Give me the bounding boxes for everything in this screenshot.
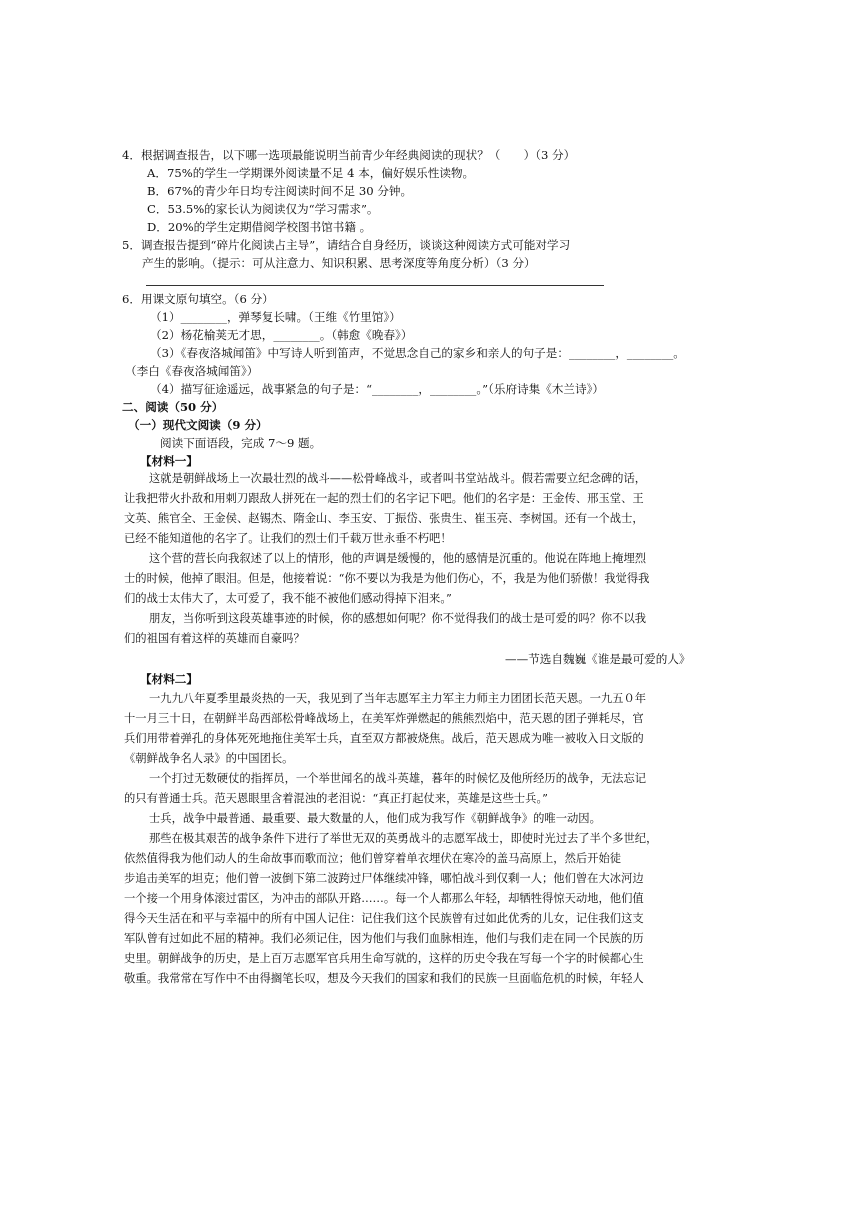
reading-instruction: 阅读下面语段，完成 7～9 题。 bbox=[160, 436, 322, 450]
material-one-line: 这个营的营长向我叙述了以上的情形，他的声调是缓慢的，他的感情是沉重的。他说在阵地上掩埋烈 bbox=[149, 552, 647, 565]
q5-stem-line1: 5．调查报告提到“碎片化阅读占主导”，请结合自身经历，谈谈这种阅读方式可能对学习 bbox=[122, 238, 571, 252]
material-two-line: 《朝鲜战争名人录》的中国团长。 bbox=[124, 752, 294, 765]
q4-stem: 4．根据调查报告，以下哪一选项最能说明当前青少年经典阅读的现状？（ ）（3 分） bbox=[122, 148, 576, 162]
material-two-line: 一个接一个用身体滚过雷区，为冲击的部队开路……。每一个人都那么年轻，却牺牲得惊天动地，他们值 bbox=[124, 892, 644, 905]
material-two-line: 步追击美军的坦克；他们曾一波倒下第二波跨过尸体继续冲锋，哪怕战斗到仅剩一人；他们曾在大冰河边 bbox=[124, 872, 644, 885]
subsection-heading: （一）现代文阅读（9 分） bbox=[128, 418, 268, 432]
material-one-line: 们的祖国有着这样的英雄而自豪吗？ bbox=[124, 632, 305, 645]
q6-item-3: （3）《春夜洛城闻笛》中写诗人听到笛声，不觉思念自己的家乡和亲人的句子是：________，________。 bbox=[150, 346, 685, 360]
material-one-source: ——节选自魏巍《谁是最可爱的人》 bbox=[505, 652, 691, 666]
material-one-line: 朋友，当你听到这段英雄事迹的时候，你的感想如何呢？你不觉得我们的战士是可爱的吗？你不以我 bbox=[149, 612, 647, 625]
material-one-line: 让我把带火扑敌和用刺刀跟敌人拼死在一起的烈士们的名字记下吧。他们的名字是：王金传、邢玉堂、王 bbox=[124, 492, 644, 505]
q6-item-4: （4）描写征途遥远，战事紧急的句子是：“________，________。”（乐府诗集《木兰诗》） bbox=[150, 382, 604, 396]
material-two-line: 史里。朝鲜战争的历史，是上百万志愿军官兵用生命写就的，这样的历史令我在写每一个字的时候都心生 bbox=[124, 952, 644, 965]
material-one-line: 已经不能知道他的名字了。让我们的烈士们千载万世永垂不朽吧！ bbox=[124, 532, 452, 545]
material-two-line: 一个打过无数硬仗的指挥员，一个举世闻名的战斗英雄，暮年的时候忆及他所经历的战争，无法忘记 bbox=[149, 772, 647, 785]
q4-option-a: A．75%的学生一学期课外阅读量不足 4 本，偏好娱乐性读物。 bbox=[147, 166, 475, 180]
material-two-line: 敬重。我常常在写作中不由得搁笔长叹，想及今天我们的国家和我们的民族一旦面临危机的时候，年轻人 bbox=[124, 972, 644, 985]
material-one-line: 士的时候，他掉了眼泪。但是，他接着说：“你不要以为我是为他们伤心，不，我是为他们骄傲！我觉得我 bbox=[124, 572, 650, 585]
q6-item-1: （1）________，弹琴复长啸。（王维《竹里馆》） bbox=[150, 310, 401, 324]
q5-stem-line2: 产生的影响。（提示：可从注意力、知识积累、思考深度等角度分析）（3 分） bbox=[142, 256, 536, 270]
material-two-line: 一九九八年夏季里最炎热的一天，我见到了当年志愿军主力军主力师主力团团长范天恩。一九五０年 bbox=[149, 692, 647, 705]
material-two-line: 那些在极其艰苦的战争条件下进行了举世无双的英勇战斗的志愿军战士，即使时光过去了半个多世纪， bbox=[149, 832, 658, 845]
answer-line bbox=[146, 285, 604, 286]
material-two-line: 得今天生活在和平与幸福中的所有中国人记住：记住我们这个民族曾有过如此优秀的儿女，记住我们这支 bbox=[124, 912, 644, 925]
material-two-line: 十一月三十日，在朝鲜半岛西部松骨峰战场上，在美军炸弹燃起的熊熊烈焰中，范天恩的团子弹耗尽，官 bbox=[124, 712, 644, 725]
material-two-line: 的只有普通士兵。范天恩眼里含着混浊的老泪说：“真正打起仗来，英雄是这些士兵。” bbox=[124, 792, 548, 805]
material-two-line: 兵们用带着弹孔的身体死死地拖住美军士兵，直至双方都被烧焦。战后，范天恩成为唯一被收入日文版的 bbox=[124, 732, 644, 745]
material-two-line: 士兵，战争中最普通、最重要、最大数量的人，他们成为我写作《朝鲜战争》的唯一动因。 bbox=[149, 812, 601, 825]
q6-stem: 6．用课文原句填空。（6 分） bbox=[122, 292, 274, 306]
material-two-label: 【材料二】 bbox=[140, 672, 198, 686]
q4-option-c: C．53.5%的家长认为阅读仅为“学习需求”。 bbox=[147, 202, 379, 216]
section-heading: 二、阅读（50 分） bbox=[122, 400, 224, 414]
material-one-line: 文英、熊官全、王金侯、赵锡杰、隋金山、李玉安、丁振岱、张贵生、崔玉亮、李树国。还有一个战士， bbox=[124, 512, 644, 525]
material-two-line: 军队曾有过如此不屈的精神。我们必须记住，因为他们与我们血脉相连，他们与我们走在同一个民族的历 bbox=[124, 932, 644, 945]
material-one-label: 【材料一】 bbox=[140, 454, 198, 468]
q6-item-2: （2）杨花榆荚无才思，________。（韩愈《晚春》） bbox=[150, 328, 413, 342]
q6-item-3-source: （李白《春夜洛城闻笛》） bbox=[125, 364, 259, 378]
q4-option-d: D．20%的学生定期借阅学校图书馆书籍 。 bbox=[147, 220, 372, 234]
q4-option-b: B．67%的青少年日均专注阅读时间不足 30 分钟。 bbox=[147, 184, 413, 198]
material-one-line: 这就是朝鲜战场上一次最壮烈的战斗——松骨峰战斗，或者叫书堂站战斗。假若需要立纪念碑的话， bbox=[149, 472, 647, 485]
material-one-line: 们的战士太伟大了，太可爱了，我不能不被他们感动得掉下泪来。” bbox=[124, 592, 452, 605]
material-two-line: 依然值得我为他们动人的生命故事而歌而泣；他们曾穿着单衣埋伏在寒冷的盖马高原上，然后开始徒 bbox=[124, 852, 622, 865]
